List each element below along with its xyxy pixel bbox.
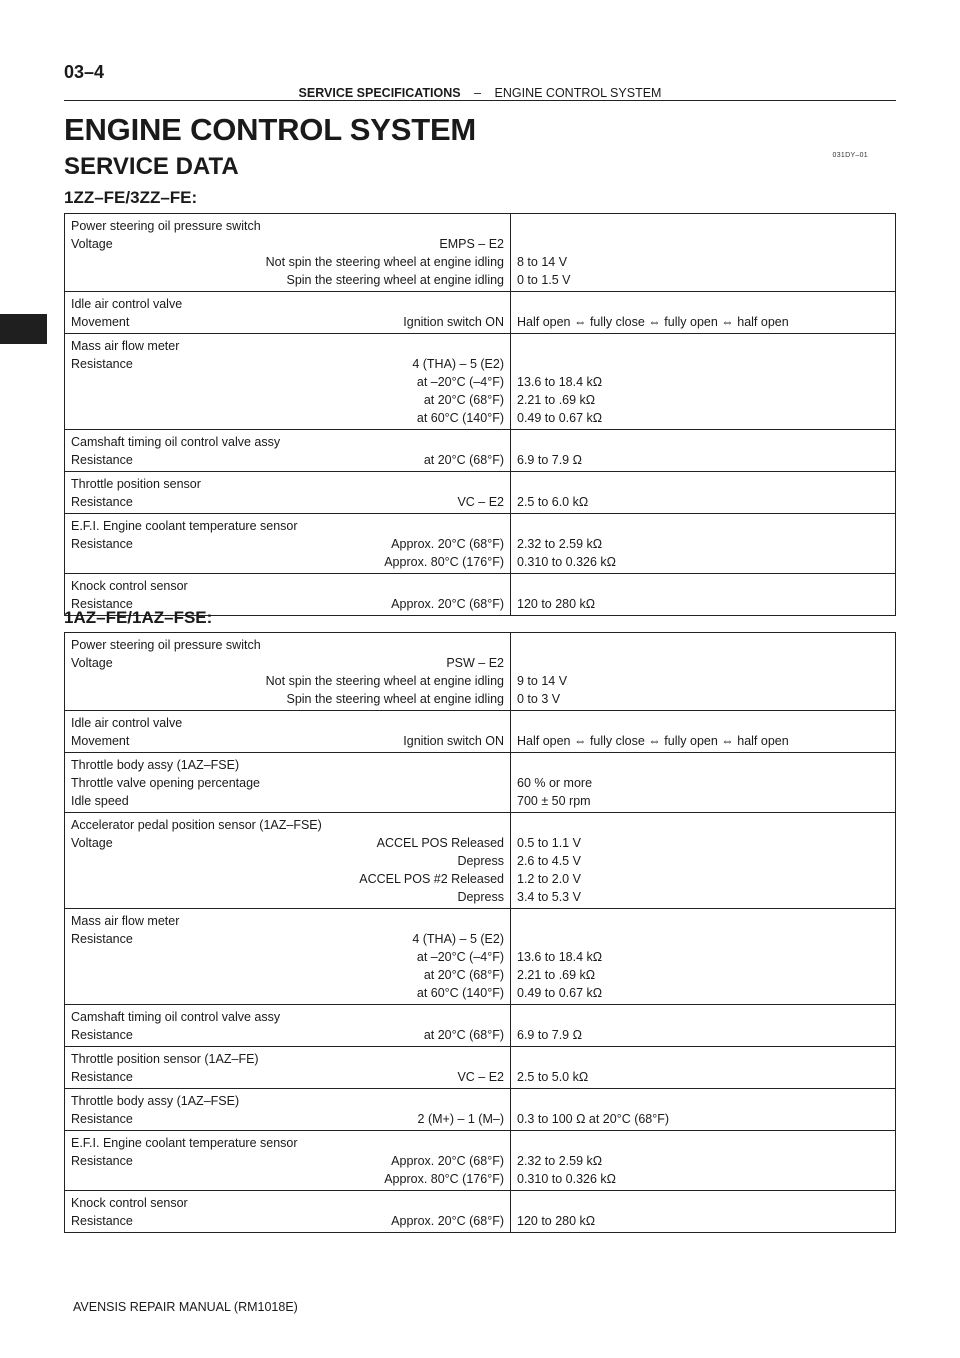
spec-line xyxy=(71,1092,504,1110)
spec-line xyxy=(71,732,504,750)
spec-value xyxy=(517,714,889,732)
spec-line xyxy=(71,409,504,427)
spec-label: Resistance xyxy=(71,932,133,946)
spec-label: Resistance xyxy=(71,453,133,467)
spec-line xyxy=(71,948,504,966)
spec-item-column xyxy=(65,753,511,812)
spec-item-column xyxy=(65,1191,511,1232)
spec-value xyxy=(517,1134,889,1152)
spec-value: 0.49 to 0.67 kΩ xyxy=(517,986,603,1000)
spec-condition: Spin the steering wheel at engine idling xyxy=(286,273,504,287)
spec-value: 0 to 1.5 V xyxy=(517,273,571,287)
spec-group xyxy=(65,333,895,429)
spec-condition: Approx. 20°C (68°F) xyxy=(391,1154,504,1168)
spec-label: Resistance xyxy=(71,357,133,371)
spec-item-column xyxy=(65,214,511,291)
spec-label: Resistance xyxy=(71,1028,133,1042)
spec-value xyxy=(517,517,889,535)
spec-label: Idle air control valve xyxy=(71,716,183,730)
spec-value: 2.5 to 6.0 kΩ xyxy=(517,495,589,509)
spec-value-column xyxy=(511,292,895,333)
spec-line xyxy=(71,1110,504,1128)
spec-value xyxy=(517,816,889,834)
spec-line xyxy=(71,217,504,235)
spec-item-column xyxy=(65,514,511,573)
spec-line xyxy=(71,235,504,253)
spec-condition: Depress xyxy=(457,854,504,868)
spec-value xyxy=(517,577,889,595)
spec-line xyxy=(71,984,504,1002)
spec-group xyxy=(65,214,895,291)
spec-condition: at 20°C (68°F) xyxy=(423,968,504,982)
spec-line xyxy=(71,313,504,331)
spec-value-column xyxy=(511,813,895,908)
running-head-section: SERVICE SPECIFICATIONS xyxy=(298,86,461,100)
spec-line xyxy=(71,451,504,469)
spec-group xyxy=(65,429,895,471)
spec-group xyxy=(65,1004,895,1046)
spec-value xyxy=(517,930,889,948)
spec-line xyxy=(71,1194,504,1212)
spec-condition: 2 (M+) – 1 (M–) xyxy=(417,1112,504,1126)
spec-label: Voltage xyxy=(71,656,113,670)
spec-condition: Approx. 80°C (176°F) xyxy=(384,1172,504,1186)
spec-label: Throttle valve opening percentage xyxy=(71,776,261,790)
spec-group xyxy=(65,1190,895,1232)
spec-label: Voltage xyxy=(71,237,113,251)
spec-line xyxy=(71,1170,504,1188)
spec-value-column xyxy=(511,1047,895,1088)
spec-item-column xyxy=(65,711,511,752)
spec-condition: Depress xyxy=(457,890,504,904)
spec-line xyxy=(71,391,504,409)
spec-value-column xyxy=(511,1191,895,1232)
spec-item-column xyxy=(65,430,511,471)
spec-value: 0.49 to 0.67 kΩ xyxy=(517,411,603,425)
spec-table-1az xyxy=(64,632,896,1233)
spec-value: 2.32 to 2.59 kΩ xyxy=(517,537,603,551)
spec-line xyxy=(71,475,504,493)
spec-value-column xyxy=(511,711,895,752)
spec-line xyxy=(71,517,504,535)
spec-condition: PSW – E2 xyxy=(446,656,504,670)
spec-value: 700 ± 50 rpm xyxy=(517,794,591,808)
spec-line xyxy=(71,1212,504,1230)
spec-line xyxy=(71,1008,504,1026)
spec-line xyxy=(71,870,504,888)
spec-value-column xyxy=(511,753,895,812)
spec-value xyxy=(517,337,889,355)
spec-value-column xyxy=(511,214,895,291)
spec-value: 60 % or more xyxy=(517,776,593,790)
spec-value xyxy=(517,654,889,672)
spec-value-column xyxy=(511,472,895,513)
running-head xyxy=(64,86,896,100)
spec-group xyxy=(65,812,895,908)
spec-label: Mass air flow meter xyxy=(71,339,180,353)
spec-condition: Ignition switch ON xyxy=(403,734,504,748)
spec-condition: 4 (THA) – 5 (E2) xyxy=(412,357,504,371)
spec-group xyxy=(65,513,895,573)
spec-value xyxy=(517,756,889,774)
spec-line xyxy=(71,756,504,774)
spec-line xyxy=(71,337,504,355)
spec-label: Camshaft timing oil control valve assy xyxy=(71,435,281,449)
spec-condition: ACCEL POS #2 Released xyxy=(359,872,504,886)
spec-value: 0.310 to 0.326 kΩ xyxy=(517,1172,616,1186)
spec-label: Idle speed xyxy=(71,794,129,808)
page-number: 03–4 xyxy=(64,62,105,82)
spec-group xyxy=(65,291,895,333)
spec-value: 6.9 to 7.9 Ω xyxy=(517,453,582,467)
spec-value: 2.5 to 5.0 kΩ xyxy=(517,1070,589,1084)
spec-line xyxy=(71,493,504,511)
spec-label: E.F.I. Engine coolant temperature sensor xyxy=(71,1136,298,1150)
section-tab-marker xyxy=(0,314,47,344)
spec-value-column xyxy=(511,1131,895,1190)
spec-line xyxy=(71,433,504,451)
spec-condition: at –20°C (–4°F) xyxy=(416,950,504,964)
spec-value xyxy=(517,1050,889,1068)
spec-line xyxy=(71,834,504,852)
spec-value xyxy=(517,1092,889,1110)
spec-label: Power steering oil pressure switch xyxy=(71,638,261,652)
spec-value: 6.9 to 7.9 Ω xyxy=(517,1028,582,1042)
spec-condition: at 20°C (68°F) xyxy=(423,453,504,467)
spec-label: Resistance xyxy=(71,1112,133,1126)
spec-label: Mass air flow meter xyxy=(71,914,180,928)
spec-item-column xyxy=(65,813,511,908)
spec-value xyxy=(517,355,889,373)
spec-label: Throttle position sensor (1AZ–FE) xyxy=(71,1052,259,1066)
spec-value xyxy=(517,1008,889,1026)
spec-label: E.F.I. Engine coolant temperature sensor xyxy=(71,519,298,533)
spec-line xyxy=(71,672,504,690)
spec-value: 13.6 to 18.4 kΩ xyxy=(517,375,603,389)
spec-condition: at 20°C (68°F) xyxy=(423,393,504,407)
spec-condition: at –20°C (–4°F) xyxy=(416,375,504,389)
spec-value: 13.6 to 18.4 kΩ xyxy=(517,950,603,964)
spec-value: 2.32 to 2.59 kΩ xyxy=(517,1154,603,1168)
spec-value xyxy=(517,1194,889,1212)
spec-group xyxy=(65,710,895,752)
spec-line xyxy=(71,852,504,870)
spec-item-column xyxy=(65,1089,511,1130)
spec-value: 2.6 to 4.5 V xyxy=(517,854,581,868)
spec-line xyxy=(71,535,504,553)
spec-condition: 4 (THA) – 5 (E2) xyxy=(412,932,504,946)
document-code: 031DY–01 xyxy=(832,152,868,159)
spec-condition: VC – E2 xyxy=(457,1070,504,1084)
spec-line xyxy=(71,816,504,834)
spec-value xyxy=(517,295,889,313)
spec-line xyxy=(71,930,504,948)
spec-line xyxy=(71,295,504,313)
spec-line xyxy=(71,888,504,906)
spec-label: Idle air control valve xyxy=(71,297,183,311)
spec-value: 0.3 to 100 Ω at 20°C (68°F) xyxy=(517,1112,670,1126)
spec-line xyxy=(71,271,504,289)
spec-line xyxy=(71,355,504,373)
spec-group xyxy=(65,1046,895,1088)
spec-value: 0 to 3 V xyxy=(517,692,561,706)
spec-label: Voltage xyxy=(71,836,113,850)
spec-line xyxy=(71,1068,504,1086)
spec-value: 9 to 14 V xyxy=(517,674,568,688)
spec-value: Half open ⇔ fully close ⇔ fully open ⇔ half open xyxy=(517,315,789,329)
spec-label: Knock control sensor xyxy=(71,579,188,593)
spec-value xyxy=(517,636,889,654)
spec-group xyxy=(65,752,895,812)
spec-label: Knock control sensor xyxy=(71,1196,188,1210)
spec-line xyxy=(71,714,504,732)
spec-line xyxy=(71,774,504,792)
spec-label: Resistance xyxy=(71,1214,133,1228)
spec-value xyxy=(517,217,889,235)
spec-value: 0.310 to 0.326 kΩ xyxy=(517,555,616,569)
spec-value xyxy=(517,433,889,451)
spec-value-column xyxy=(511,514,895,573)
spec-value-column xyxy=(511,574,895,615)
spec-line xyxy=(71,912,504,930)
spec-group xyxy=(65,1130,895,1190)
spec-value-column xyxy=(511,1089,895,1130)
spec-item-column xyxy=(65,292,511,333)
spec-condition: at 60°C (140°F) xyxy=(416,986,504,1000)
spec-label: Resistance xyxy=(71,537,133,551)
spec-value: 2.21 to .69 kΩ xyxy=(517,968,596,982)
spec-line xyxy=(71,1050,504,1068)
spec-label: Accelerator pedal position sensor (1AZ–FSE) xyxy=(71,818,322,832)
spec-item-column xyxy=(65,472,511,513)
spec-line xyxy=(71,253,504,271)
spec-value: 1.2 to 2.0 V xyxy=(517,872,581,886)
spec-item-column xyxy=(65,1131,511,1190)
spec-value: 120 to 280 kΩ xyxy=(517,597,596,611)
spec-condition: Not spin the steering wheel at engine idling xyxy=(265,255,504,269)
spec-value: 8 to 14 V xyxy=(517,255,568,269)
spec-line xyxy=(71,1152,504,1170)
spec-line xyxy=(71,553,504,571)
spec-condition: EMPS – E2 xyxy=(439,237,504,251)
spec-item-column xyxy=(65,334,511,429)
spec-condition: at 60°C (140°F) xyxy=(416,411,504,425)
spec-group xyxy=(65,471,895,513)
spec-value-column xyxy=(511,909,895,1004)
spec-item-column xyxy=(65,1005,511,1046)
spec-condition: Ignition switch ON xyxy=(403,315,504,329)
spec-group xyxy=(65,908,895,1004)
spec-label: Resistance xyxy=(71,597,133,611)
spec-line xyxy=(71,373,504,391)
spec-label: Resistance xyxy=(71,495,133,509)
spec-condition: VC – E2 xyxy=(457,495,504,509)
spec-line xyxy=(71,690,504,708)
spec-label: Power steering oil pressure switch xyxy=(71,219,261,233)
spec-line xyxy=(71,636,504,654)
table-heading-1az: 1AZ–FE/1AZ–FSE: xyxy=(64,608,213,627)
spec-line xyxy=(71,1134,504,1152)
spec-label: Throttle body assy (1AZ–FSE) xyxy=(71,1094,240,1108)
spec-value xyxy=(517,235,889,253)
table-heading-1zz: 1ZZ–FE/3ZZ–FE: xyxy=(64,188,198,207)
spec-value-column xyxy=(511,430,895,471)
spec-condition: Approx. 20°C (68°F) xyxy=(391,597,504,611)
footer-text: AVENSIS REPAIR MANUAL (RM1018E) xyxy=(73,1300,298,1314)
spec-line xyxy=(71,1026,504,1044)
spec-line xyxy=(71,577,504,595)
page-subtitle: SERVICE DATA xyxy=(64,153,239,180)
spec-group xyxy=(65,633,895,710)
spec-condition: Approx. 20°C (68°F) xyxy=(391,1214,504,1228)
spec-item-column xyxy=(65,909,511,1004)
spec-label: Resistance xyxy=(71,1070,133,1084)
spec-line xyxy=(71,654,504,672)
spec-label: Throttle position sensor xyxy=(71,477,201,491)
spec-value: 2.21 to .69 kΩ xyxy=(517,393,596,407)
spec-condition: at 20°C (68°F) xyxy=(423,1028,504,1042)
spec-condition: Approx. 80°C (176°F) xyxy=(384,555,504,569)
spec-value xyxy=(517,475,889,493)
running-head-separator: – xyxy=(474,86,482,100)
running-head-subsection: ENGINE CONTROL SYSTEM xyxy=(494,86,662,100)
spec-label: Movement xyxy=(71,734,130,748)
spec-condition: Approx. 20°C (68°F) xyxy=(391,537,504,551)
spec-value: Half open ⇔ fully close ⇔ fully open ⇔ half open xyxy=(517,734,789,748)
spec-item-column xyxy=(65,633,511,710)
spec-value xyxy=(517,912,889,930)
spec-value-column xyxy=(511,633,895,710)
spec-line xyxy=(71,792,504,810)
spec-condition: Spin the steering wheel at engine idling xyxy=(286,692,504,706)
spec-label: Movement xyxy=(71,315,130,329)
spec-table-1zz xyxy=(64,213,896,616)
spec-value-column xyxy=(511,1005,895,1046)
page-title: ENGINE CONTROL SYSTEM xyxy=(64,112,477,147)
spec-label: Throttle body assy (1AZ–FSE) xyxy=(71,758,240,772)
spec-label: Camshaft timing oil control valve assy xyxy=(71,1010,281,1024)
spec-line xyxy=(71,966,504,984)
spec-label: Resistance xyxy=(71,1154,133,1168)
spec-value: 120 to 280 kΩ xyxy=(517,1214,596,1228)
spec-condition: ACCEL POS Released xyxy=(376,836,504,850)
spec-value: 3.4 to 5.3 V xyxy=(517,890,581,904)
spec-value-column xyxy=(511,334,895,429)
header-rule xyxy=(64,100,896,101)
spec-group xyxy=(65,1088,895,1130)
spec-condition: Not spin the steering wheel at engine idling xyxy=(265,674,504,688)
spec-item-column xyxy=(65,1047,511,1088)
spec-value: 0.5 to 1.1 V xyxy=(517,836,581,850)
